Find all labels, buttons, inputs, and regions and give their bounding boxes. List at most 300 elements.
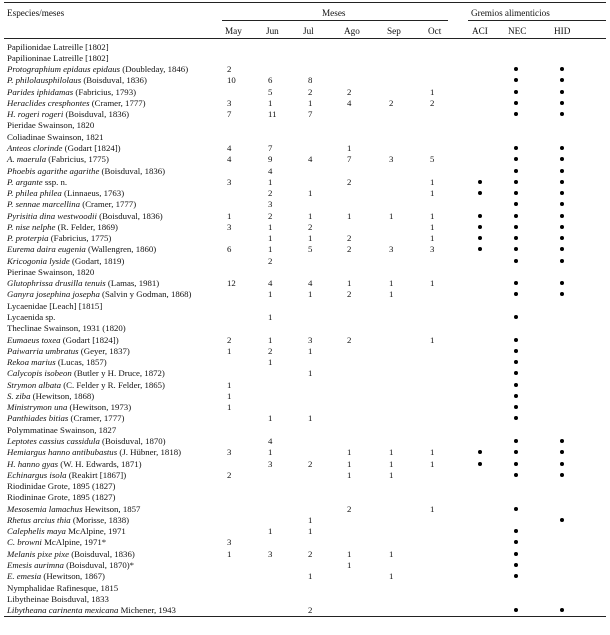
month-header-5: Oct [428,26,442,36]
species-authority: Lycaenidae [Leach] [1815] [7,300,103,311]
species-authority: (C. Felder y R. Felder, 1865) [61,379,165,390]
guild-dot-hid [560,518,564,522]
guild-dot-nec [514,259,518,263]
count-cell: 2 [347,289,352,300]
species-name [7,108,129,120]
count-cell: 1 [308,526,313,537]
guild-dot-nec [514,157,518,161]
count-cell: 4 [308,278,313,289]
species-italic: Strymon albata [7,379,62,390]
count-cell: 2 [347,334,352,345]
species-name [7,334,119,346]
guild-dot-hid [560,90,564,94]
species-italic: Glutophrissa drusilla tenuis [7,278,106,289]
table-row [0,41,610,53]
table-row [0,435,610,447]
species-italic: P. argante [7,176,43,187]
count-cell: 1 [430,503,435,514]
species-authority: (Wallengren, 1860) [85,244,157,255]
table-bottom-rule [4,616,606,617]
guild-dot-nec [514,112,518,116]
species-authority: (Hewitson, 1973) [67,402,132,413]
count-cell: 1 [430,176,435,187]
count-cell: 1 [227,548,232,559]
species-italic: Leptotes cassius cassidula [7,435,100,446]
guild-dot-nec [514,394,518,398]
guild-header-1: NEC [508,26,527,36]
count-cell: 1 [268,357,273,368]
species-italic: Rhetus arcius thia [7,514,71,525]
species-name [7,356,107,368]
guild-dot-nec [514,450,518,454]
count-cell: 1 [308,188,313,198]
guild-dot-nec [514,383,518,387]
guilds-group-header: Gremios alimenticios [471,8,550,18]
species-name [7,300,102,312]
count-cell: 1 [389,278,394,289]
species-authority: Papilioninae Latreille [1802] [7,52,109,63]
species-name [7,142,121,154]
table-row [0,559,610,571]
species-italic: H. hanno gyas [7,458,59,469]
table-row [0,232,610,244]
count-cell: 2 [308,548,313,559]
species-name [7,74,147,86]
guild-dot-aci [478,214,482,218]
guild-dot-aci [478,236,482,240]
species-authority: Nymphalidae Rafinesque, 1815 [7,582,119,593]
table-row [0,119,610,131]
table-row [0,593,610,605]
species-italic: Kricogonia lyside [7,255,70,266]
table-row [0,525,610,537]
count-cell: 1 [308,210,313,221]
table-row [0,97,610,109]
count-cell: 2 [268,255,273,266]
count-cell: 2 [308,605,313,615]
count-cell: 1 [268,221,273,232]
guild-dot-hid [560,247,564,251]
species-authority: McAlpine, 1971* [41,537,107,548]
species-italic: P. proterpia [7,233,49,244]
count-cell: 1 [389,571,394,582]
table-row [0,491,610,503]
species-name [7,198,136,210]
species-italic: Calycopis isobeon [7,368,72,379]
count-cell: 3 [268,458,273,469]
species-italic: Heraclides cresphontes [7,97,90,108]
species-italic: P. nise nelphe [7,221,56,232]
guild-dot-nec [514,169,518,173]
species-authority: (J. Hübner, 1818) [117,447,182,458]
count-cell: 2 [227,469,232,480]
species-name [7,412,124,424]
count-cell: 1 [430,221,435,232]
count-cell: 1 [308,413,313,424]
count-cell: 3 [389,244,394,255]
count-cell: 1 [389,458,394,469]
species-name [7,514,129,526]
count-cell: 1 [308,345,313,356]
guild-dot-nec [514,439,518,443]
species-authority: (Lamas, 1981) [105,278,160,289]
count-cell: 1 [268,447,273,458]
species-authority: (Boisduval, 1870) [99,435,166,446]
table-row [0,458,610,470]
month-header-3: Ago [344,26,360,36]
table-row [0,288,610,300]
guild-dot-nec [514,563,518,567]
species-name [7,570,105,582]
table-row [0,367,610,379]
guild-dot-nec [514,540,518,544]
count-cell: 3 [227,537,232,548]
species-italic: Mesosemia lamachus [7,503,83,514]
count-cell: 3 [227,176,232,187]
table-row [0,74,610,86]
guild-dot-nec [514,608,518,612]
count-cell: 1 [308,368,313,379]
species-italic: Ministrymon una [7,402,68,413]
count-cell: 1 [308,233,313,244]
guild-dot-hid [560,180,564,184]
species-italic: P. sennae marcellina [7,199,81,210]
table-row [0,131,610,143]
count-cell: 2 [227,64,232,74]
species-italic: Anteos clorinde [7,142,63,153]
table-row [0,108,610,120]
species-name [7,255,124,267]
table-row [0,311,610,323]
count-cell: 7 [268,142,273,153]
months-group-header: Meses [322,8,346,18]
count-cell: 1 [268,334,273,345]
table-row [0,176,610,188]
guild-dot-hid [560,450,564,454]
species-italic: P. philea philea [7,188,62,198]
guild-dot-hid [560,259,564,263]
species-name [7,165,165,177]
guild-dot-hid [560,157,564,161]
count-cell: 1 [389,548,394,559]
table-row [0,221,610,233]
count-cell: 2 [268,345,273,356]
guild-dot-nec [514,236,518,240]
count-cell: 2 [268,188,273,198]
species-authority: (Geyer, 1837) [78,345,130,356]
table-row [0,277,610,289]
header-bottom-rule [4,38,606,39]
species-name [7,582,118,594]
species-authority: (Lucas, 1857) [55,357,107,368]
species-name [7,176,67,188]
guild-dot-nec [514,349,518,353]
species-authority: (Cramer, 1777) [89,97,146,108]
guild-header-2: HID [554,26,571,36]
guild-dot-nec [514,552,518,556]
table-row [0,300,610,312]
table-row [0,480,610,492]
guild-dot-nec [514,281,518,285]
count-cell: 2 [347,503,352,514]
species-authority: (Fabricius, 1793) [73,86,137,97]
table-row [0,210,610,222]
count-cell: 3 [308,334,313,345]
species-name [7,63,188,75]
species-name [7,593,109,605]
guild-dot-hid [560,462,564,466]
guild-dot-nec [514,416,518,420]
guild-dot-hid [560,473,564,477]
count-cell: 1 [308,571,313,582]
count-cell: 12 [227,278,236,289]
species-name [7,401,131,413]
species-name [7,525,126,537]
count-cell: 9 [268,154,273,165]
table-row [0,153,610,165]
species-authority: (Salvin y Godman, 1868) [99,289,192,300]
count-cell: 2 [227,334,232,345]
count-cell: 6 [227,244,232,255]
guild-dot-nec [514,101,518,105]
species-name [7,119,94,131]
species-name [7,345,130,357]
species-italic: Panthiades bitias [7,413,69,424]
guild-dot-aci [478,462,482,466]
species-italic: Pyrisitia dina westwoodii [7,210,97,221]
guild-dot-nec [514,507,518,511]
table-row [0,503,610,515]
count-cell: 2 [389,97,394,108]
species-authority: Lycaenida sp. [7,312,56,322]
species-name [7,480,115,492]
species-authority: Theclinae Swainson, 1931 (1820) [7,323,126,334]
count-cell: 1 [347,458,352,469]
table-row [0,379,610,391]
species-italic: H. rogeri rogeri [7,109,64,120]
months-group-rule [222,20,448,21]
species-authority: (Godart [1824]) [60,334,119,345]
species-authority: Hewitson, 1857 [82,503,141,514]
count-cell: 7 [347,154,352,165]
species-italic: E. emesia [7,571,42,582]
species-authority: (Fabricius, 1775) [48,233,112,244]
species-authority: (Fabricius, 1775) [46,154,109,165]
species-name [7,311,55,323]
species-name [7,277,159,289]
species-italic: C. browni [7,537,42,548]
species-authority: Polymmatinae Swainson, 1827 [7,424,117,435]
species-authority: (Linnaeus, 1763) [61,188,125,198]
guild-dot-hid [560,101,564,105]
count-cell: 1 [347,278,352,289]
count-cell: 5 [268,86,273,97]
species-name [7,86,136,98]
guild-dot-hid [560,214,564,218]
month-header-0: May [225,26,242,36]
species-authority: (Reakirt [1867]) [66,469,127,480]
count-cell: 3 [430,244,435,255]
species-authority: (Hewitson, 1867) [41,571,105,582]
guild-dot-aci [478,191,482,195]
table-row [0,255,610,267]
count-cell: 1 [347,210,352,221]
guild-dot-nec [514,529,518,533]
species-name [7,367,165,379]
species-authority: (Boisduval, 1836) [81,75,147,86]
species-italic: Calephelis maya [7,526,66,537]
species-name [7,322,126,334]
guild-dot-hid [560,191,564,195]
species-authority: (Boisduval, 1836) [96,210,163,221]
guild-dot-nec [514,191,518,195]
guild-dot-nec [514,90,518,94]
count-cell: 1 [389,289,394,300]
guild-dot-hid [560,67,564,71]
count-cell: 8 [308,75,313,86]
species-name [7,52,109,64]
species-italic: Paiwarria umbratus [7,345,79,356]
guild-dot-hid [560,169,564,173]
table-row [0,142,610,154]
count-cell: 11 [268,109,277,120]
table-row [0,469,610,481]
species-italic: P. philolausphilolaus [7,75,82,86]
species-name [7,210,163,222]
species-italic: Echinargus isola [7,469,67,480]
guild-dot-hid [560,439,564,443]
species-column-header: Especies/meses [7,8,65,18]
table-row [0,86,610,98]
count-cell: 1 [268,526,273,537]
species-italic: A. maerula [7,154,47,165]
month-header-1: Jun [266,26,279,36]
species-authority: Coliadinae Swainson, 1821 [7,131,104,142]
count-cell: 2 [347,233,352,244]
count-cell: 10 [227,75,236,86]
month-header-4: Sep [387,26,401,36]
species-italic: S. ziba [7,390,31,401]
species-authority: Pierinae Swainson, 1820 [7,266,95,277]
species-authority: (Doubleday, 1846) [120,64,189,74]
species-italic: Ganyra josephina josepha [7,289,100,300]
table-row [0,198,610,210]
count-cell: 1 [430,233,435,244]
count-cell: 3 [227,447,232,458]
table-row [0,548,610,560]
count-cell: 5 [430,154,435,165]
count-cell: 1 [347,142,352,153]
table-top-rule [4,2,606,3]
species-name [7,491,115,503]
count-cell: 4 [308,154,313,165]
count-cell: 1 [308,514,313,525]
species-name [7,187,124,199]
table-row [0,570,610,582]
guild-dot-nec [514,574,518,578]
species-authority: (Boisduval, 1870)* [63,559,135,570]
species-italic: Protographium epidaus epidaus [7,64,121,74]
count-cell: 1 [227,390,232,401]
count-cell: 4 [347,97,352,108]
guild-dot-nec [514,360,518,364]
guild-dot-nec [514,247,518,251]
count-cell: 3 [268,548,273,559]
count-cell: 1 [308,289,313,300]
species-name [7,559,134,571]
count-cell: 1 [430,458,435,469]
guild-dot-aci [478,225,482,229]
count-cell: 1 [268,289,273,300]
count-cell: 1 [268,97,273,108]
count-cell: 1 [227,210,232,221]
count-cell: 2 [268,210,273,221]
species-authority: (W. H. Edwards, 1871) [58,458,142,469]
species-italic: Libytheana carinenta mexicana [7,605,119,615]
species-name [7,604,176,616]
species-authority: (Butler y H. Druce, 1872) [71,368,165,379]
species-italic: Phoebis agarithe agarithe [7,165,100,176]
count-cell: 1 [347,559,352,570]
count-cell: 1 [430,278,435,289]
count-cell: 1 [227,345,232,356]
species-authority: (Godart, 1819) [69,255,125,266]
species-name [7,288,191,300]
species-authority: (Cramer, 1777) [80,199,137,210]
table-row [0,63,610,75]
table-row [0,266,610,278]
species-authority: McAlpine, 1971 [65,526,126,537]
species-authority: Pieridae Swainson, 1820 [7,120,95,131]
species-name [7,221,118,233]
species-authority: Riodinidae Grote, 1895 (1827) [7,481,116,491]
count-cell: 1 [430,334,435,345]
count-cell: 1 [347,447,352,458]
guild-dot-nec [514,180,518,184]
species-authority: (Cramer, 1777) [68,413,125,424]
species-authority: (Hewitson, 1868) [30,390,95,401]
species-name [7,435,166,447]
count-cell: 3 [389,154,394,165]
species-authority: Riodininae Grote, 1895 (1827) [7,492,116,503]
count-cell: 1 [268,413,273,424]
species-name [7,131,104,143]
species-name [7,446,181,458]
species-authority: (R. Felder, 1869) [55,221,118,232]
species-name [7,503,140,515]
species-italic: Rekoa marius [7,357,56,368]
guild-dot-nec [514,462,518,466]
guild-dot-hid [560,112,564,116]
count-cell: 1 [227,402,232,413]
species-name [7,548,135,560]
guild-dot-hid [560,236,564,240]
count-cell: 7 [227,109,232,120]
count-cell: 4 [227,142,232,153]
guild-header-0: ACI [472,26,488,36]
count-cell: 3 [268,199,273,210]
count-cell: 1 [430,86,435,97]
guild-dot-nec [514,405,518,409]
species-name [7,424,116,436]
species-name [7,97,146,109]
species-authority: (Boisduval, 1836) [63,109,130,120]
count-cell: 1 [347,548,352,559]
count-cell: 6 [268,75,273,86]
count-cell: 2 [308,221,313,232]
guild-dot-hid [560,146,564,150]
species-name [7,390,94,402]
